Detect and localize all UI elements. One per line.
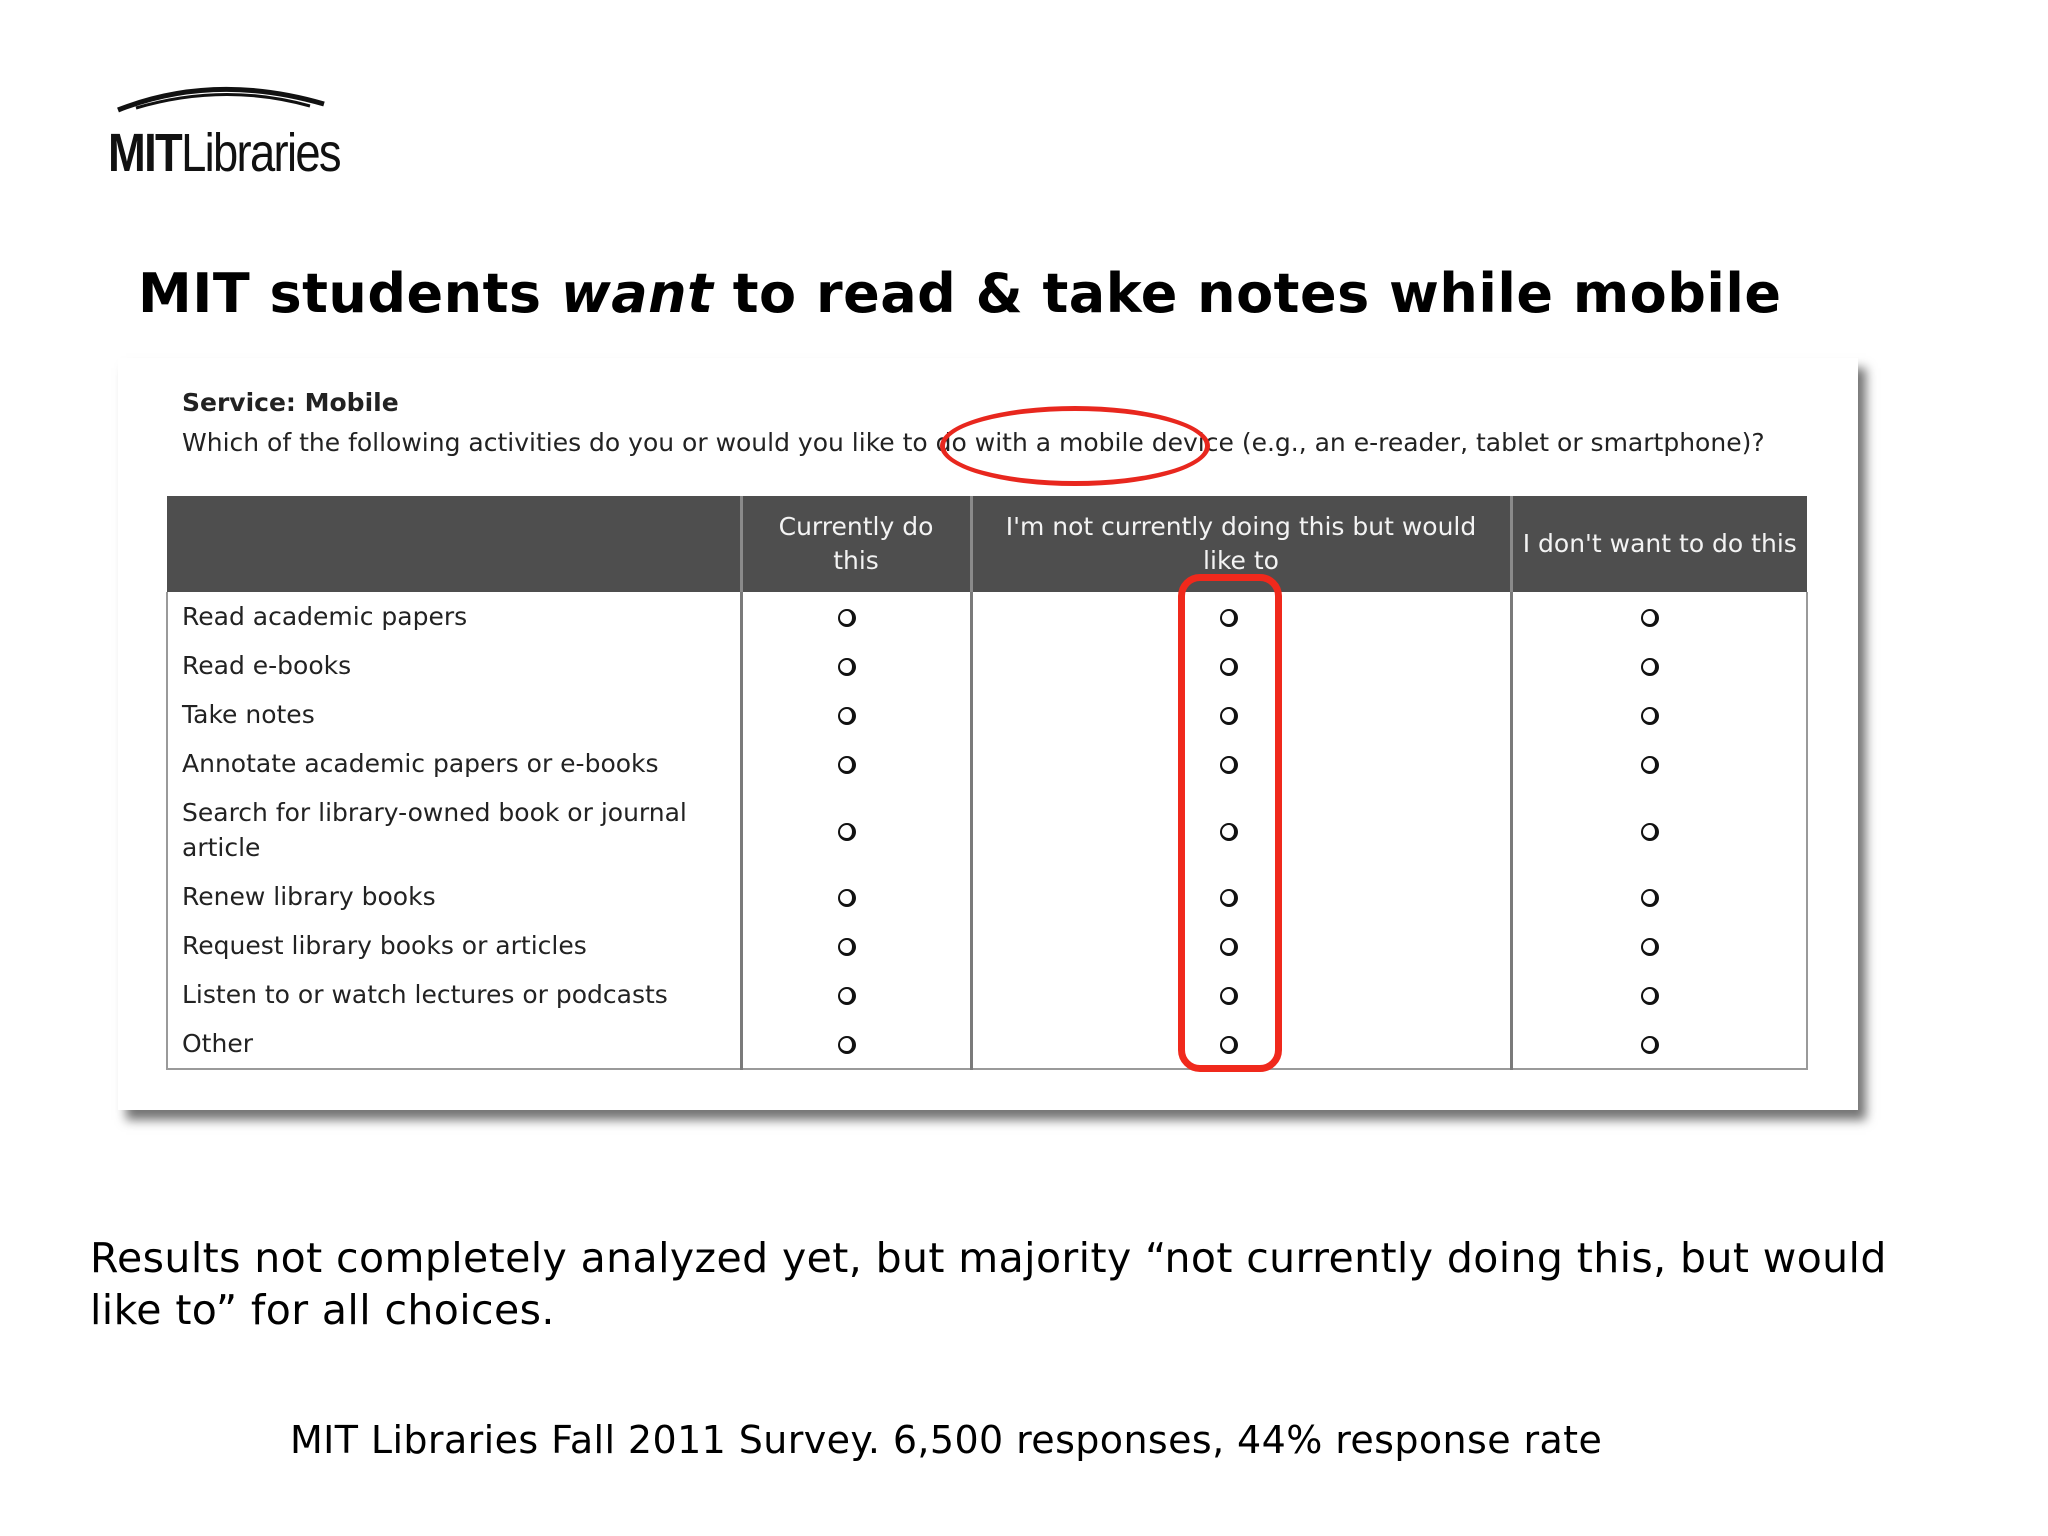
radio-dont-want[interactable] [1641,987,1659,1005]
survey-source: MIT Libraries Fall 2011 Survey. 6,500 responses, 44% response rate [290,1418,1603,1462]
radio-currently[interactable] [838,707,856,725]
mit-libraries-logo [108,74,348,184]
table-row [167,690,1807,739]
table-row [167,739,1807,788]
radio-dont-want[interactable] [1641,823,1659,841]
survey-question: Which of the following activities do you or would you like to do with a mobile device (e.g., an e-reader, tablet or smartphone)? [182,428,1765,457]
radio-dont-want[interactable] [1641,889,1659,907]
title-part-2: to read & take notes while mobile [713,262,1782,325]
table-row [167,872,1807,921]
mobile-device-highlight-oval [940,406,1210,486]
radio-dont-want[interactable] [1641,1036,1659,1054]
radio-currently[interactable] [838,823,856,841]
logo-wordmark [108,122,340,184]
survey-screenshot [118,358,1858,1110]
table-row [167,592,1807,641]
row-label: Renew library books [167,872,741,921]
radio-currently[interactable] [838,987,856,1005]
title-emphasis: want [560,262,714,325]
row-label: Request library books or articles [167,921,741,970]
radio-dont-want[interactable] [1641,658,1659,676]
radio-currently[interactable] [838,889,856,907]
table-row [167,921,1807,970]
row-label: Read e-books [167,641,741,690]
row-label: Listen to or watch lectures or podcasts [167,970,741,1019]
table-row [167,788,1807,872]
table-row [167,970,1807,1019]
logo-arc-icon [114,74,328,114]
radio-dont-want[interactable] [1641,756,1659,774]
results-text: Results not completely analyzed yet, but majority “not currently doing this, but would like to” for all choices. [90,1234,1887,1334]
slide-title [138,262,1782,325]
radio-currently[interactable] [838,658,856,676]
table-row [167,1019,1807,1069]
row-label: Take notes [167,690,741,739]
table-header-row [167,496,1807,592]
row-label: Other [167,1019,741,1069]
row-label: Read academic papers [167,592,741,641]
would-like-column-highlight [1178,574,1282,1072]
radio-dont-want[interactable] [1641,609,1659,627]
radio-dont-want[interactable] [1641,707,1659,725]
radio-currently[interactable] [838,756,856,774]
row-label: Search for library-owned book or journal article [167,788,741,872]
header-dont-want: I don't want to do this [1511,496,1807,592]
header-activity [167,496,741,592]
radio-dont-want[interactable] [1641,938,1659,956]
header-would-like: I'm not currently doing this but would like to [971,496,1511,592]
radio-currently[interactable] [838,938,856,956]
radio-currently[interactable] [838,609,856,627]
logo-mit: MIT [108,123,182,183]
header-currently: Currently do this [741,496,971,592]
service-label: Service: Mobile [182,388,399,417]
title-part-1: MIT students [138,262,561,325]
survey-table [166,496,1808,1070]
table-row [167,641,1807,690]
radio-currently[interactable] [838,1036,856,1054]
logo-libraries: Libraries [181,123,340,183]
row-label: Annotate academic papers or e-books [167,739,741,788]
